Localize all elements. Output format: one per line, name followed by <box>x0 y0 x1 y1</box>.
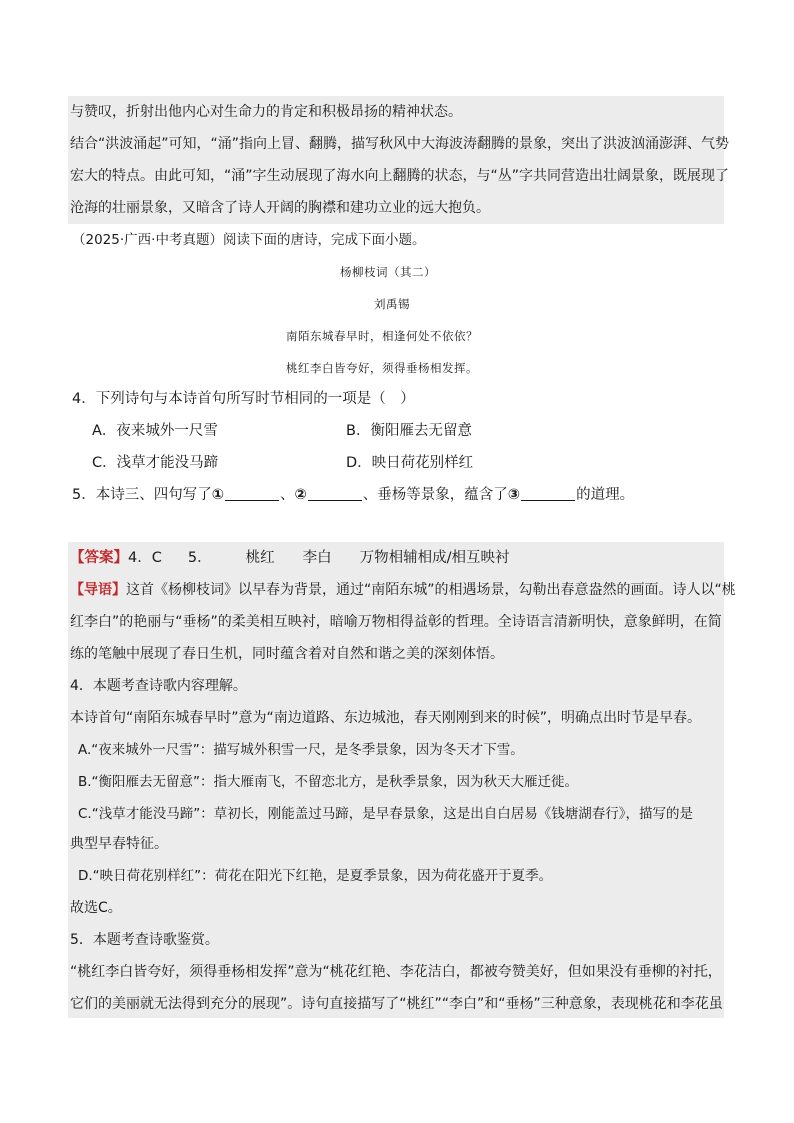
guide-line <box>70 580 736 600</box>
question-5-text: 、垂杨等景象，蕴含了 <box>362 487 508 503</box>
answer-5-2: 李白 <box>302 550 332 566</box>
blank-marker-1: ① <box>211 487 225 503</box>
option-d: D．映日荷花别样红 <box>346 455 474 471</box>
option-a: A．夜来城外一尺雪 <box>92 423 218 439</box>
question-5 <box>72 485 634 505</box>
analysis4-option-c-cont: 典型早春特征。 <box>70 836 168 852</box>
analysis5-line: “桃红李白皆夸好，须得垂杨相发挥”意为“桃花红艳、李花洁白，都被夸赞美好，但如果没有垂柳的衬托， <box>70 964 722 980</box>
answer-line <box>70 548 509 568</box>
answer-blank-3[interactable] <box>521 486 575 501</box>
analysis4-option-d: D.“映日荷花别样红”：荷花在阳光下红艳，是夏季景象，因为荷花盛开于夏季。 <box>78 868 553 884</box>
analysis-text-line: 沧海的壮丽景象，又暗含了诗人开阔的胸襟和建功立业的远大抱负。 <box>70 200 490 216</box>
blank-marker-2: ② <box>294 487 307 503</box>
answer-4: 4．C <box>128 550 162 566</box>
analysis-text-line: 宏大的特点。由此可知，“涌”字生动展现了海水向上翻腾的状态，与“丛”字共同营造出壮阔景象，既展现了 <box>70 168 730 184</box>
answer-blank-2[interactable] <box>308 486 362 501</box>
poem-line: 南陌东城春早时，相逢何处不依依？ <box>286 329 478 343</box>
poem-title: 杨柳枝词（其二） <box>340 265 436 279</box>
blank-marker-3: ③ <box>507 487 521 503</box>
guide-text: 这首《杨柳枝词》以早春为背景，通过“南陌东城”的相遇场景，勾勒出春意盎然的画面。诗人以“桃 <box>126 582 736 598</box>
analysis4-head: 4．本题考查诗歌内容理解。 <box>70 678 247 694</box>
analysis4-option-c: C.“浅草才能没马蹄”：草初长，刚能盖过马蹄，是早春景象，这是出自白居易《钱塘湖春行》，描写的是 <box>78 806 693 822</box>
question-5-sep: 、 <box>280 487 295 503</box>
analysis-text-line: 结合“洪波涌起”可知，“涌”指向上冒、翻腾，描写秋风中大海波涛翻腾的景象，突出了洪波汹涌澎湃、气势 <box>70 136 730 152</box>
guide-line: 练的笔触中展现了春日生机，同时蕴含着对自然和谐之美的深刻体悟。 <box>70 646 504 662</box>
poem-author: 刘禹锡 <box>374 297 410 311</box>
guide-label: 【导语】 <box>70 582 126 598</box>
answer-5-3: 万物相辅相成/相互映衬 <box>359 550 510 566</box>
analysis4-intro: 本诗首句“南陌东城春早时”意为“南边道路、东边城池，春天刚刚到来的时候”，明确点出时节是早春。 <box>70 710 702 726</box>
analysis4-option-b: B.“衡阳雁去无留意”：指大雁南飞，不留恋北方，是秋季景象，因为秋天大雁迁徙。 <box>78 774 579 790</box>
question-intro: （2025·广西·中考真题）阅读下面的唐诗，完成下面小题。 <box>72 232 426 248</box>
question-5-text: 的道理。 <box>576 487 635 503</box>
question-4: 4．下列诗句与本诗首句所写时节相同的一项是（ ） <box>72 391 415 407</box>
analysis5-head: 5．本题考查诗歌鉴赏。 <box>70 932 219 948</box>
answer-blank-1[interactable] <box>225 486 279 501</box>
answer-5-1: 桃红 <box>245 550 275 566</box>
analysis4-conclusion: 故选C。 <box>70 900 122 916</box>
answer-label: 【答案】 <box>70 550 128 566</box>
option-b: B．衡阳雁去无留意 <box>346 423 472 439</box>
analysis4-option-a: A.“夜来城外一尺雪”：描写城外积雪一尺，是冬季景象，因为冬天才下雪。 <box>78 742 524 758</box>
poem-line: 桃红李白皆夸好，须得垂杨相发挥。 <box>286 361 478 375</box>
answer-5: 5． <box>187 550 212 566</box>
question-5-text: 5．本诗三、四句写了 <box>72 487 212 503</box>
analysis-text-line: 与赞叹，折射出他内心对生命力的肯定和积极昂扬的精神状态。 <box>70 104 462 120</box>
analysis5-line: 它们的美丽就无法得到充分的展现”。诗句直接描写了“桃红”“李白”和“垂杨”三种意象，表现桃花和李花虽 <box>70 996 723 1012</box>
option-c: C．浅草才能没马蹄 <box>92 455 219 471</box>
guide-line: 红李白”的艳丽与“垂杨”的柔美相互映衬，暗喻万物相得益彰的哲理。全诗语言清新明快，意象鲜明，在简 <box>70 614 722 630</box>
